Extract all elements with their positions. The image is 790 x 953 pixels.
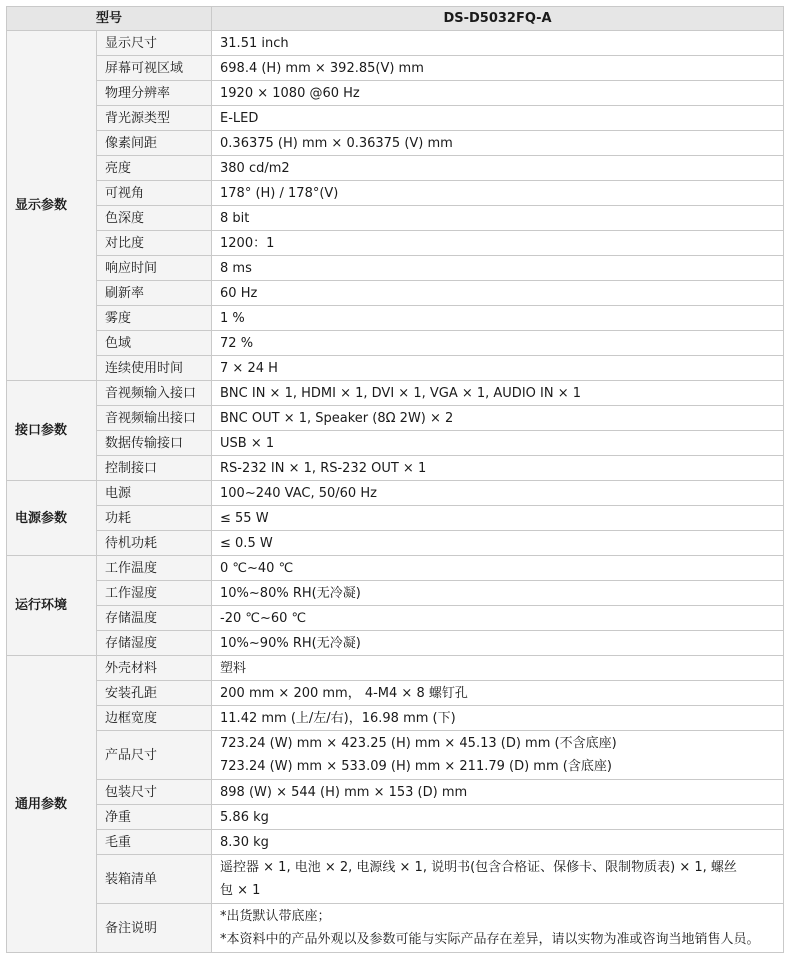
spec-name: 连续使用时间 — [97, 356, 212, 381]
group-label: 显示参数 — [7, 31, 97, 381]
table-row — [7, 306, 784, 331]
spec-value: 8.30 kg — [212, 830, 784, 855]
spec-value: 100~240 VAC, 50/60 Hz — [212, 481, 784, 506]
spec-value: 898 (W) × 544 (H) mm × 153 (D) mm — [212, 780, 784, 805]
table-row — [7, 855, 784, 904]
spec-name: 可视角 — [97, 181, 212, 206]
table-row — [7, 181, 784, 206]
spec-value: E-LED — [212, 106, 784, 131]
spec-value: 31.51 inch — [212, 31, 784, 56]
table-row — [7, 56, 784, 81]
table-row — [7, 656, 784, 681]
table-row — [7, 356, 784, 381]
spec-name: 工作温度 — [97, 556, 212, 581]
group-label: 运行环境 — [7, 556, 97, 656]
table-row — [7, 631, 784, 656]
spec-value: BNC OUT × 1, Speaker (8Ω 2W) × 2 — [212, 406, 784, 431]
spec-name: 像素间距 — [97, 131, 212, 156]
spec-name: 功耗 — [97, 506, 212, 531]
spec-name: 装箱清单 — [97, 855, 212, 904]
spec-value: 塑料 — [212, 656, 784, 681]
table-row — [7, 830, 784, 855]
spec-name: 边框宽度 — [97, 706, 212, 731]
spec-value: 10%~80% RH(无冷凝) — [212, 581, 784, 606]
spec-value: BNC IN × 1, HDMI × 1, DVI × 1, VGA × 1, AUDIO IN × 1 — [212, 381, 784, 406]
spec-name: 色域 — [97, 331, 212, 356]
table-row — [7, 281, 784, 306]
group-label: 通用参数 — [7, 656, 97, 953]
header-model-label: 型号 — [7, 7, 212, 31]
spec-name: 音视频输出接口 — [97, 406, 212, 431]
spec-value: 8 bit — [212, 206, 784, 231]
spec-value: -20 ℃~60 ℃ — [212, 606, 784, 631]
spec-value — [212, 855, 784, 904]
spec-name: 产品尺寸 — [97, 731, 212, 780]
table-row — [7, 805, 784, 830]
table-row — [7, 706, 784, 731]
spec-name: 存储温度 — [97, 606, 212, 631]
spec-name: 响应时间 — [97, 256, 212, 281]
table-row — [7, 131, 784, 156]
table-row — [7, 581, 784, 606]
table-row — [7, 81, 784, 106]
table-row — [7, 606, 784, 631]
spec-value: 10%~90% RH(无冷凝) — [212, 631, 784, 656]
spec-name: 安装孔距 — [97, 681, 212, 706]
spec-name: 对比度 — [97, 231, 212, 256]
spec-value: ≤ 0.5 W — [212, 531, 784, 556]
table-row — [7, 331, 784, 356]
spec-value: 1920 × 1080 @60 Hz — [212, 81, 784, 106]
spec-value: 72 % — [212, 331, 784, 356]
spec-value — [212, 731, 784, 780]
table-row — [7, 780, 784, 805]
spec-name: 备注说明 — [97, 904, 212, 953]
spec-name: 净重 — [97, 805, 212, 830]
spec-name: 控制接口 — [97, 456, 212, 481]
table-row — [7, 681, 784, 706]
table-row — [7, 431, 784, 456]
table-row — [7, 406, 784, 431]
spec-value: 698.4 (H) mm × 392.85(V) mm — [212, 56, 784, 81]
spec-name: 色深度 — [97, 206, 212, 231]
group-label: 电源参数 — [7, 481, 97, 556]
spec-value: 1200：1 — [212, 231, 784, 256]
spec-value-line: *本资料中的产品外观以及参数可能与实际产品存在差异，请以实物为准或咨询当地销售人员。 — [220, 932, 760, 947]
table-row — [7, 456, 784, 481]
spec-value-line: 723.24 (W) mm × 533.09 (H) mm × 211.79 (D) mm (含底座) — [220, 759, 612, 774]
spec-value: 5.86 kg — [212, 805, 784, 830]
spec-table-body — [7, 31, 784, 953]
spec-value-line: 遥控器 × 1, 电池 × 2, 电源线 × 1, 说明书(包含合格证、保修卡、限制物质表) × 1, 螺丝 — [220, 860, 737, 875]
spec-name: 毛重 — [97, 830, 212, 855]
spec-name: 包装尺寸 — [97, 780, 212, 805]
spec-value: 178° (H) / 178°(V) — [212, 181, 784, 206]
table-row — [7, 531, 784, 556]
table-row — [7, 381, 784, 406]
spec-name: 电源 — [97, 481, 212, 506]
spec-value: ≤ 55 W — [212, 506, 784, 531]
table-row — [7, 31, 784, 56]
spec-table — [6, 6, 784, 953]
table-row — [7, 506, 784, 531]
table-row — [7, 731, 784, 780]
spec-name: 待机功耗 — [97, 531, 212, 556]
spec-name: 外壳材料 — [97, 656, 212, 681]
table-row — [7, 206, 784, 231]
group-label: 接口参数 — [7, 381, 97, 481]
spec-value: 1 % — [212, 306, 784, 331]
spec-name: 显示尺寸 — [97, 31, 212, 56]
spec-value: RS-232 IN × 1, RS-232 OUT × 1 — [212, 456, 784, 481]
table-row — [7, 904, 784, 953]
spec-value: 0 ℃~40 ℃ — [212, 556, 784, 581]
spec-name: 工作湿度 — [97, 581, 212, 606]
spec-value: 0.36375 (H) mm × 0.36375 (V) mm — [212, 131, 784, 156]
spec-value: 380 cd/m2 — [212, 156, 784, 181]
spec-value-line: 723.24 (W) mm × 423.25 (H) mm × 45.13 (D) mm (不含底座) — [220, 736, 617, 751]
spec-name: 存储湿度 — [97, 631, 212, 656]
spec-value: 8 ms — [212, 256, 784, 281]
spec-value: 11.42 mm (上/左/右)，16.98 mm (下) — [212, 706, 784, 731]
spec-value-line: 包 × 1 — [220, 883, 261, 898]
spec-name: 物理分辨率 — [97, 81, 212, 106]
header-model-value: DS-D5032FQ-A — [212, 7, 784, 31]
spec-value — [212, 904, 784, 953]
spec-name: 屏幕可视区域 — [97, 56, 212, 81]
spec-value: USB × 1 — [212, 431, 784, 456]
table-row — [7, 156, 784, 181]
table-row — [7, 481, 784, 506]
spec-name: 雾度 — [97, 306, 212, 331]
spec-value-line: *出货默认带底座； — [220, 909, 331, 924]
table-header-row — [7, 7, 784, 31]
spec-name: 刷新率 — [97, 281, 212, 306]
spec-name: 背光源类型 — [97, 106, 212, 131]
spec-value: 7 × 24 H — [212, 356, 784, 381]
table-row — [7, 106, 784, 131]
spec-name: 亮度 — [97, 156, 212, 181]
table-row — [7, 556, 784, 581]
spec-name: 音视频输入接口 — [97, 381, 212, 406]
table-row — [7, 231, 784, 256]
spec-name: 数据传输接口 — [97, 431, 212, 456]
spec-value: 60 Hz — [212, 281, 784, 306]
table-row — [7, 256, 784, 281]
spec-value: 200 mm × 200 mm， 4-M4 × 8 螺钉孔 — [212, 681, 784, 706]
